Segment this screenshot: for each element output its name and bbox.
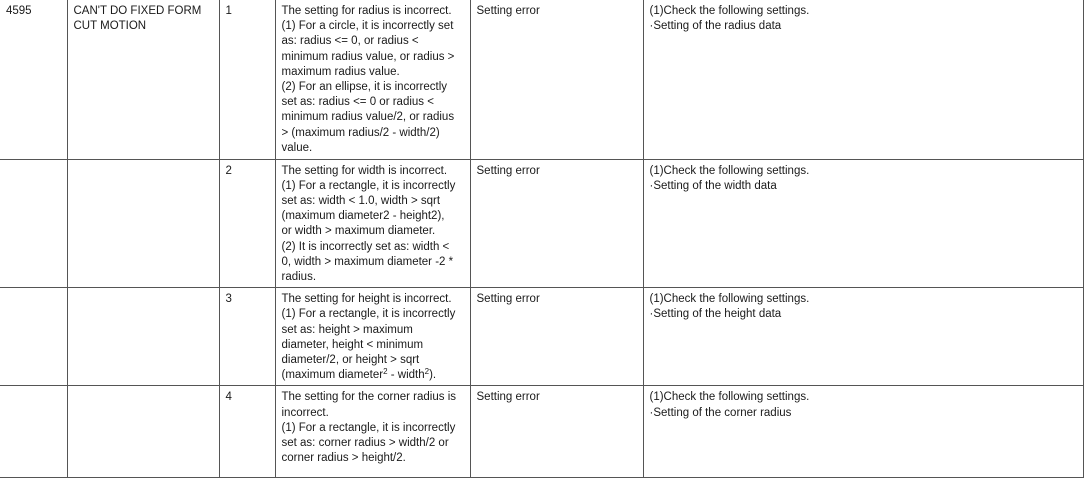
category-cell: Setting error bbox=[470, 386, 643, 478]
table-row bbox=[0, 0, 1083, 159]
empty-cell bbox=[67, 386, 219, 478]
cause-line: The setting for height is incorrect. bbox=[281, 293, 452, 306]
empty-cell bbox=[67, 159, 219, 288]
cause-line: The setting for radius is incorrect. bbox=[281, 5, 452, 17]
empty-cell bbox=[0, 386, 67, 478]
category-cell: Setting error bbox=[470, 0, 643, 159]
cause-line: 0, width > maximum diameter -2 * bbox=[281, 255, 454, 268]
empty-cell bbox=[0, 159, 67, 288]
superscript: 2 bbox=[424, 367, 430, 377]
alarm-title-cell: CAN'T DO FIXED FORM CUT MOTION bbox=[67, 0, 219, 159]
formula-suffix: ). bbox=[429, 369, 437, 382]
superscript: 2 bbox=[383, 367, 388, 377]
cause-line: as: radius <= 0, or radius < bbox=[281, 35, 419, 48]
remedy-line: ·Setting of the width data bbox=[649, 179, 777, 192]
remedy-cell bbox=[643, 288, 1083, 386]
cause-line: minimum radius value/2, or radius bbox=[281, 111, 455, 124]
remedy-line: (1)Check the following settings. bbox=[649, 391, 810, 404]
cause-cell bbox=[275, 386, 470, 478]
cause-line: set as: corner radius > width/2 or bbox=[281, 436, 449, 449]
category-cell: Setting error bbox=[470, 159, 643, 288]
cause-line: maximum radius value. bbox=[281, 65, 400, 78]
cause-line: or width > maximum diameter. bbox=[281, 225, 436, 238]
cause-line: diameter, height < minimum bbox=[281, 338, 424, 351]
table-row bbox=[0, 159, 1083, 288]
remedy-line: (1)Check the following settings. bbox=[649, 164, 810, 177]
sub-code-cell: 3 bbox=[219, 288, 275, 386]
empty-cell bbox=[67, 288, 219, 386]
cause-line: (2) For an ellipse, it is incorrectly bbox=[281, 81, 448, 94]
sub-code-cell: 4 bbox=[219, 386, 275, 478]
cause-line: (1) For a circle, it is incorrectly set bbox=[281, 20, 454, 33]
formula-middle: - width bbox=[387, 369, 425, 382]
table-row bbox=[0, 288, 1083, 386]
cause-line: radius. bbox=[281, 270, 317, 283]
cause-line: (1) For a rectangle, it is incorrectly bbox=[281, 179, 456, 192]
cause-line: minimum radius value, or radius > bbox=[281, 50, 455, 63]
cause-line: (1) For a rectangle, it is incorrectly bbox=[281, 308, 456, 321]
cause-line: The setting for width is incorrect. bbox=[281, 164, 448, 177]
cause-cell bbox=[275, 288, 470, 386]
remedy-line: ·Setting of the corner radius bbox=[649, 406, 792, 419]
remedy-line: (1)Check the following settings. bbox=[649, 5, 810, 17]
remedy-line: ·Setting of the height data bbox=[649, 308, 782, 321]
remedy-cell bbox=[643, 386, 1083, 478]
cause-line: (2) It is incorrectly set as: width < bbox=[281, 240, 450, 253]
empty-cell bbox=[0, 288, 67, 386]
remedy-cell bbox=[643, 159, 1083, 288]
table-row bbox=[0, 386, 1083, 478]
cause-line: incorrect. bbox=[281, 406, 329, 419]
cause-cell bbox=[275, 0, 470, 159]
cause-line: set as: width < 1.0, width > sqrt bbox=[281, 194, 441, 207]
remedy-cell bbox=[643, 0, 1083, 159]
cause-line: The setting for the corner radius is bbox=[281, 391, 456, 404]
cause-line: (maximum diameter2 - height2), bbox=[281, 210, 445, 223]
sub-code-cell: 2 bbox=[219, 159, 275, 288]
cause-line-formula bbox=[282, 368, 464, 383]
sub-code-cell: 1 bbox=[219, 0, 275, 159]
category-cell: Setting error bbox=[470, 288, 643, 386]
alarm-code-cell: 4595 bbox=[0, 0, 67, 159]
cause-line: value. bbox=[281, 141, 313, 154]
cause-line: > (maximum radius/2 - width/2) bbox=[281, 126, 440, 139]
cause-line: (1) For a rectangle, it is incorrectly bbox=[281, 421, 456, 434]
cause-line: corner radius > height/2. bbox=[281, 452, 406, 465]
cause-cell bbox=[275, 159, 470, 288]
cause-line: diameter/2, or height > sqrt bbox=[281, 353, 420, 366]
cause-line: set as: height > maximum bbox=[281, 323, 413, 336]
formula-prefix: (maximum diameter bbox=[281, 369, 384, 382]
cause-line: set as: radius <= 0 or radius < bbox=[281, 96, 434, 109]
remedy-line: (1)Check the following settings. bbox=[649, 293, 810, 306]
remedy-line: ·Setting of the radius data bbox=[649, 20, 782, 33]
